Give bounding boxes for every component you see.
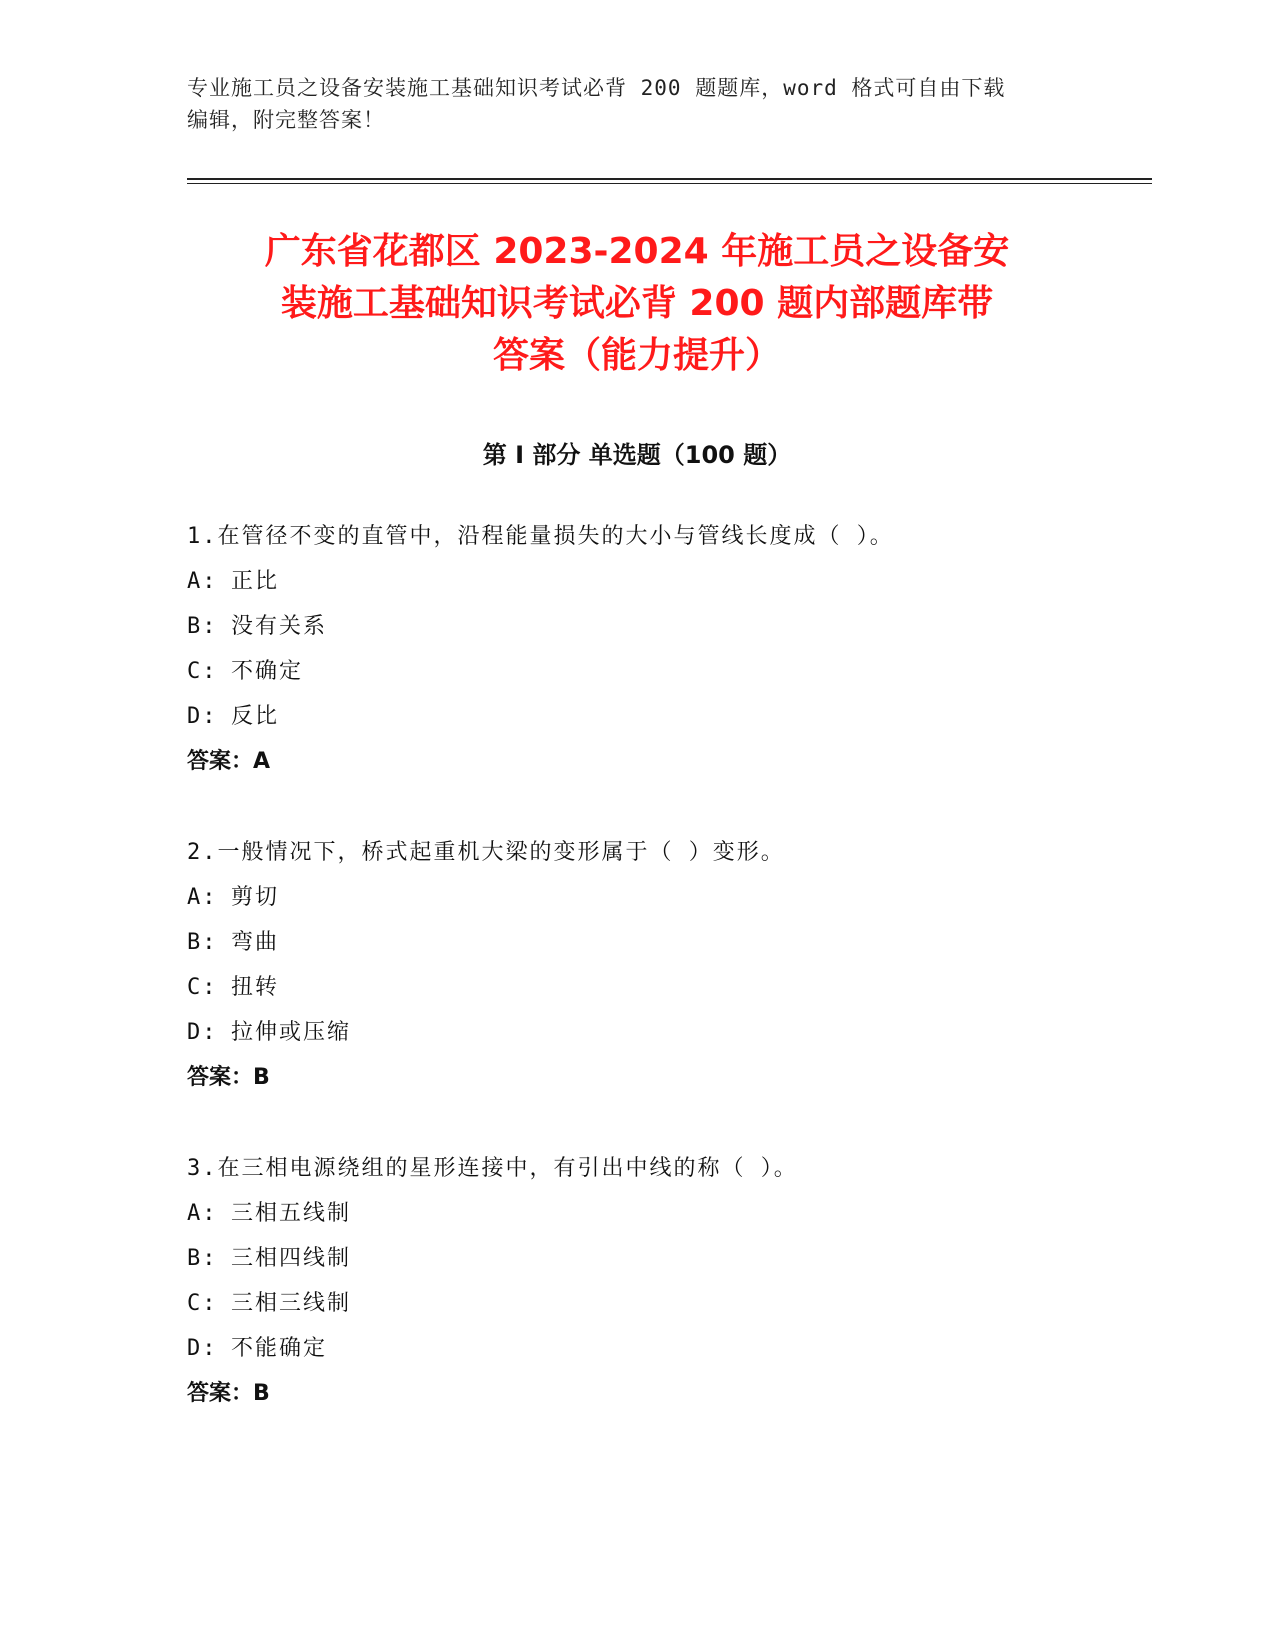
title-line-1: 广东省花都区 2023-2024 年施工员之设备安 [264, 231, 1010, 272]
option-c [187, 1289, 1087, 1334]
option-letter: A: [187, 1201, 218, 1226]
question-3 [187, 1154, 1087, 1424]
option-a [187, 567, 1087, 612]
title-line-3: 答案（能力提升） [492, 335, 781, 376]
answer-label: 答案：A [187, 749, 271, 774]
answer-label: 答案：B [187, 1381, 270, 1406]
option-c [187, 973, 1087, 1018]
option-letter: B: [187, 1246, 218, 1271]
title-line-2: 装施工基础知识考试必背 200 题内部题库带 [280, 283, 994, 324]
option-text: 剪切 [231, 885, 280, 910]
option-letter: D: [187, 704, 218, 729]
option-text: 三相四线制 [231, 1246, 352, 1271]
question-2 [187, 838, 1087, 1108]
option-text: 三相五线制 [231, 1201, 352, 1226]
option-letter: A: [187, 569, 218, 594]
option-b [187, 928, 1087, 973]
option-text: 弯曲 [231, 930, 280, 955]
option-b [187, 612, 1087, 657]
header-note-line-2: 编辑，附完整答案！ [187, 108, 385, 132]
header-note [187, 72, 1087, 136]
option-text: 扭转 [231, 975, 280, 1000]
question-stem: 3.在三相电源绕组的星形连接中，有引出中线的称（ ）。 [187, 1156, 798, 1181]
answer-label: 答案：B [187, 1065, 270, 1090]
option-d [187, 1018, 1087, 1063]
option-letter: B: [187, 614, 218, 639]
option-letter: C: [187, 659, 218, 684]
option-text: 正比 [231, 569, 280, 594]
option-letter: D: [187, 1336, 218, 1361]
option-a [187, 1199, 1087, 1244]
header-divider-thick [187, 178, 1152, 180]
option-c [187, 657, 1087, 702]
option-text: 拉伸或压缩 [231, 1020, 352, 1045]
question-stem: 2.一般情况下，桥式起重机大梁的变形属于（ ）变形。 [187, 840, 785, 865]
option-letter: D: [187, 1020, 218, 1045]
option-text: 反比 [231, 704, 280, 729]
option-text: 没有关系 [231, 614, 328, 639]
option-letter: A: [187, 885, 218, 910]
header-note-line-1: 专业施工员之设备安装施工基础知识考试必背 200 题题库，word 格式可自由下载 [187, 76, 1006, 100]
question-1 [187, 522, 1087, 792]
section-heading: 第 I 部分 单选题（100 题） [482, 441, 792, 469]
option-d [187, 1334, 1087, 1379]
option-a [187, 883, 1087, 928]
option-d [187, 702, 1087, 747]
option-letter: C: [187, 1291, 218, 1316]
document-title [187, 226, 1087, 382]
option-text: 三相三线制 [231, 1291, 352, 1316]
option-text: 不能确定 [231, 1336, 328, 1361]
option-letter: C: [187, 975, 218, 1000]
option-text: 不确定 [231, 659, 304, 684]
header-divider-thin [187, 183, 1152, 184]
question-stem: 1.在管径不变的直管中，沿程能量损失的大小与管线长度成（ ）。 [187, 524, 894, 549]
option-letter: B: [187, 930, 218, 955]
option-b [187, 1244, 1087, 1289]
